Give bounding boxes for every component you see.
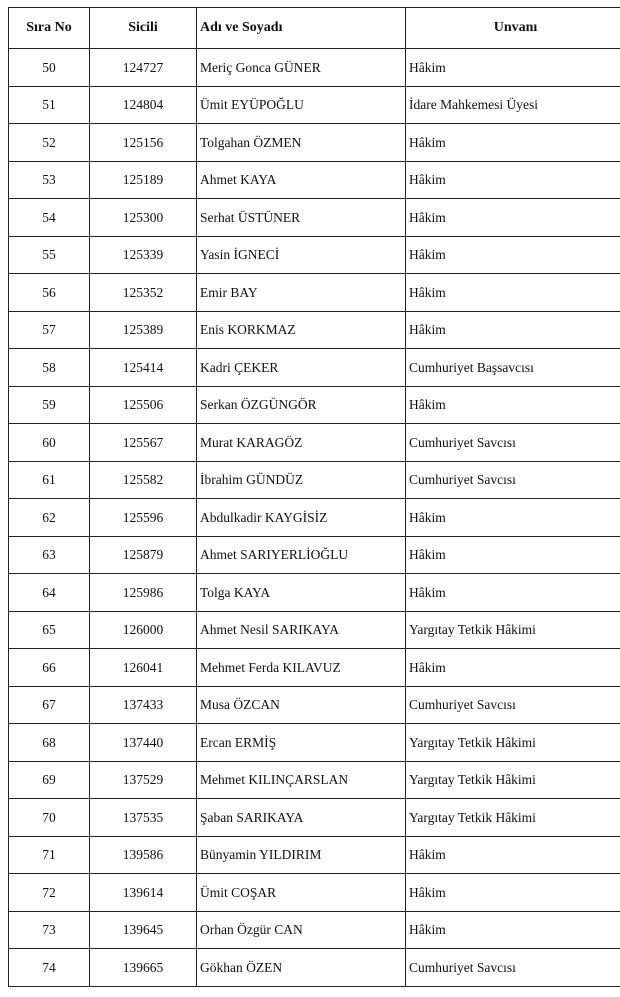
- cell-sicili: 137535: [90, 799, 197, 837]
- cell-sira-no: 66: [9, 649, 90, 687]
- cell-adi-soyadi: Ahmet Nesil SARIKAYA: [197, 611, 406, 649]
- cell-adi-soyadi: Tolgahan ÖZMEN: [197, 124, 406, 162]
- cell-sira-no: 57: [9, 311, 90, 349]
- cell-sira-no: 69: [9, 761, 90, 799]
- cell-sira-no: 62: [9, 499, 90, 537]
- table-row: [9, 686, 620, 724]
- cell-sicili: 125156: [90, 124, 197, 162]
- cell-sicili: 139586: [90, 836, 197, 874]
- table-row: [9, 349, 620, 387]
- cell-unvani: Yargıtay Tetkik Hâkimi: [406, 611, 620, 649]
- cell-unvani: Hâkim: [406, 49, 620, 87]
- cell-adi-soyadi: Serhat ÜSTÜNER: [197, 199, 406, 237]
- header-row: [9, 8, 620, 49]
- cell-adi-soyadi: Kadri ÇEKER: [197, 349, 406, 387]
- cell-unvani: Hâkim: [406, 836, 620, 874]
- cell-sira-no: 74: [9, 949, 90, 987]
- cell-sira-no: 63: [9, 536, 90, 574]
- table-row: [9, 236, 620, 274]
- cell-unvani: Cumhuriyet Savcısı: [406, 461, 620, 499]
- cell-sicili: 139645: [90, 911, 197, 949]
- cell-sicili: 126041: [90, 649, 197, 687]
- cell-unvani: Hâkim: [406, 574, 620, 612]
- cell-sicili: 125986: [90, 574, 197, 612]
- cell-adi-soyadi: Meriç Gonca GÜNER: [197, 49, 406, 87]
- header-unvani: Unvanı: [406, 8, 620, 49]
- cell-adi-soyadi: Ahmet SARIYERLİOĞLU: [197, 536, 406, 574]
- cell-adi-soyadi: Musa ÖZCAN: [197, 686, 406, 724]
- cell-sira-no: 61: [9, 461, 90, 499]
- cell-adi-soyadi: Tolga KAYA: [197, 574, 406, 612]
- cell-unvani: Hâkim: [406, 236, 620, 274]
- cell-unvani: Hâkim: [406, 199, 620, 237]
- cell-adi-soyadi: Ercan ERMİŞ: [197, 724, 406, 762]
- table-row: [9, 199, 620, 237]
- table-row: [9, 124, 620, 162]
- cell-sicili: 125582: [90, 461, 197, 499]
- cell-unvani: Hâkim: [406, 386, 620, 424]
- cell-sira-no: 71: [9, 836, 90, 874]
- cell-sira-no: 50: [9, 49, 90, 87]
- cell-adi-soyadi: Yasin İGNECİ: [197, 236, 406, 274]
- cell-adi-soyadi: Mehmet KILINÇARSLAN: [197, 761, 406, 799]
- table-row: [9, 311, 620, 349]
- cell-sira-no: 55: [9, 236, 90, 274]
- cell-sicili: 137529: [90, 761, 197, 799]
- cell-unvani: Yargıtay Tetkik Hâkimi: [406, 724, 620, 762]
- cell-sira-no: 53: [9, 161, 90, 199]
- cell-sicili: 125506: [90, 386, 197, 424]
- cell-unvani: Hâkim: [406, 911, 620, 949]
- cell-unvani: Hâkim: [406, 274, 620, 312]
- table-row: [9, 499, 620, 537]
- table-body: [9, 49, 620, 987]
- cell-unvani: Cumhuriyet Başsavcısı: [406, 349, 620, 387]
- cell-unvani: Cumhuriyet Savcısı: [406, 424, 620, 462]
- table-row: [9, 611, 620, 649]
- cell-adi-soyadi: Abdulkadir KAYGİSİZ: [197, 499, 406, 537]
- cell-sicili: 125389: [90, 311, 197, 349]
- cell-unvani: İdare Mahkemesi Üyesi: [406, 86, 620, 124]
- cell-unvani: Hâkim: [406, 874, 620, 912]
- cell-unvani: Hâkim: [406, 536, 620, 574]
- table-row: [9, 574, 620, 612]
- cell-sira-no: 68: [9, 724, 90, 762]
- cell-adi-soyadi: Serkan ÖZGÜNGÖR: [197, 386, 406, 424]
- cell-sira-no: 59: [9, 386, 90, 424]
- cell-sicili: 125352: [90, 274, 197, 312]
- cell-sicili: 137440: [90, 724, 197, 762]
- cell-unvani: Yargıtay Tetkik Hâkimi: [406, 799, 620, 837]
- table-row: [9, 874, 620, 912]
- cell-adi-soyadi: Murat KARAGÖZ: [197, 424, 406, 462]
- cell-unvani: Hâkim: [406, 649, 620, 687]
- cell-sicili: 125596: [90, 499, 197, 537]
- header-sira-no: Sıra No: [9, 8, 90, 49]
- cell-adi-soyadi: Emir BAY: [197, 274, 406, 312]
- cell-adi-soyadi: İbrahim GÜNDÜZ: [197, 461, 406, 499]
- header-sicili: Sicili: [90, 8, 197, 49]
- cell-unvani: Hâkim: [406, 311, 620, 349]
- cell-sira-no: 60: [9, 424, 90, 462]
- table-row: [9, 424, 620, 462]
- table-row: [9, 724, 620, 762]
- cell-adi-soyadi: Şaban SARIKAYA: [197, 799, 406, 837]
- table-row: [9, 911, 620, 949]
- cell-adi-soyadi: Mehmet Ferda KILAVUZ: [197, 649, 406, 687]
- cell-sira-no: 67: [9, 686, 90, 724]
- table-row: [9, 274, 620, 312]
- table-row: [9, 949, 620, 987]
- cell-sicili: 139614: [90, 874, 197, 912]
- cell-adi-soyadi: Ümit COŞAR: [197, 874, 406, 912]
- cell-sira-no: 65: [9, 611, 90, 649]
- cell-sicili: 137433: [90, 686, 197, 724]
- cell-sira-no: 64: [9, 574, 90, 612]
- cell-sira-no: 51: [9, 86, 90, 124]
- cell-sicili: 125189: [90, 161, 197, 199]
- table-row: [9, 461, 620, 499]
- cell-sira-no: 52: [9, 124, 90, 162]
- cell-adi-soyadi: Enis KORKMAZ: [197, 311, 406, 349]
- cell-adi-soyadi: Ümit EYÜPOĞLU: [197, 86, 406, 124]
- cell-sicili: 139665: [90, 949, 197, 987]
- table-row: [9, 161, 620, 199]
- cell-unvani: Hâkim: [406, 161, 620, 199]
- table-row: [9, 536, 620, 574]
- table-row: [9, 799, 620, 837]
- cell-unvani: Yargıtay Tetkik Hâkimi: [406, 761, 620, 799]
- table-header: [9, 8, 620, 49]
- cell-sira-no: 54: [9, 199, 90, 237]
- cell-unvani: Hâkim: [406, 124, 620, 162]
- cell-adi-soyadi: Gökhan ÖZEN: [197, 949, 406, 987]
- cell-sicili: 125300: [90, 199, 197, 237]
- cell-unvani: Hâkim: [406, 499, 620, 537]
- cell-adi-soyadi: Orhan Özgür CAN: [197, 911, 406, 949]
- table-row: [9, 86, 620, 124]
- cell-sira-no: 70: [9, 799, 90, 837]
- cell-sira-no: 72: [9, 874, 90, 912]
- cell-sira-no: 58: [9, 349, 90, 387]
- cell-sira-no: 56: [9, 274, 90, 312]
- cell-sicili: 125339: [90, 236, 197, 274]
- cell-sira-no: 73: [9, 911, 90, 949]
- cell-sicili: 125567: [90, 424, 197, 462]
- cell-sicili: 126000: [90, 611, 197, 649]
- cell-unvani: Cumhuriyet Savcısı: [406, 686, 620, 724]
- table-row: [9, 761, 620, 799]
- cell-sicili: 124727: [90, 49, 197, 87]
- table-row: [9, 49, 620, 87]
- header-adi-soyadi: Adı ve Soyadı: [197, 8, 406, 49]
- table-row: [9, 649, 620, 687]
- cell-sicili: 125414: [90, 349, 197, 387]
- table-row: [9, 386, 620, 424]
- cell-adi-soyadi: Bünyamin YILDIRIM: [197, 836, 406, 874]
- cell-sicili: 125879: [90, 536, 197, 574]
- cell-sicili: 124804: [90, 86, 197, 124]
- personnel-table: [8, 7, 620, 987]
- cell-adi-soyadi: Ahmet KAYA: [197, 161, 406, 199]
- cell-unvani: Cumhuriyet Savcısı: [406, 949, 620, 987]
- table-row: [9, 836, 620, 874]
